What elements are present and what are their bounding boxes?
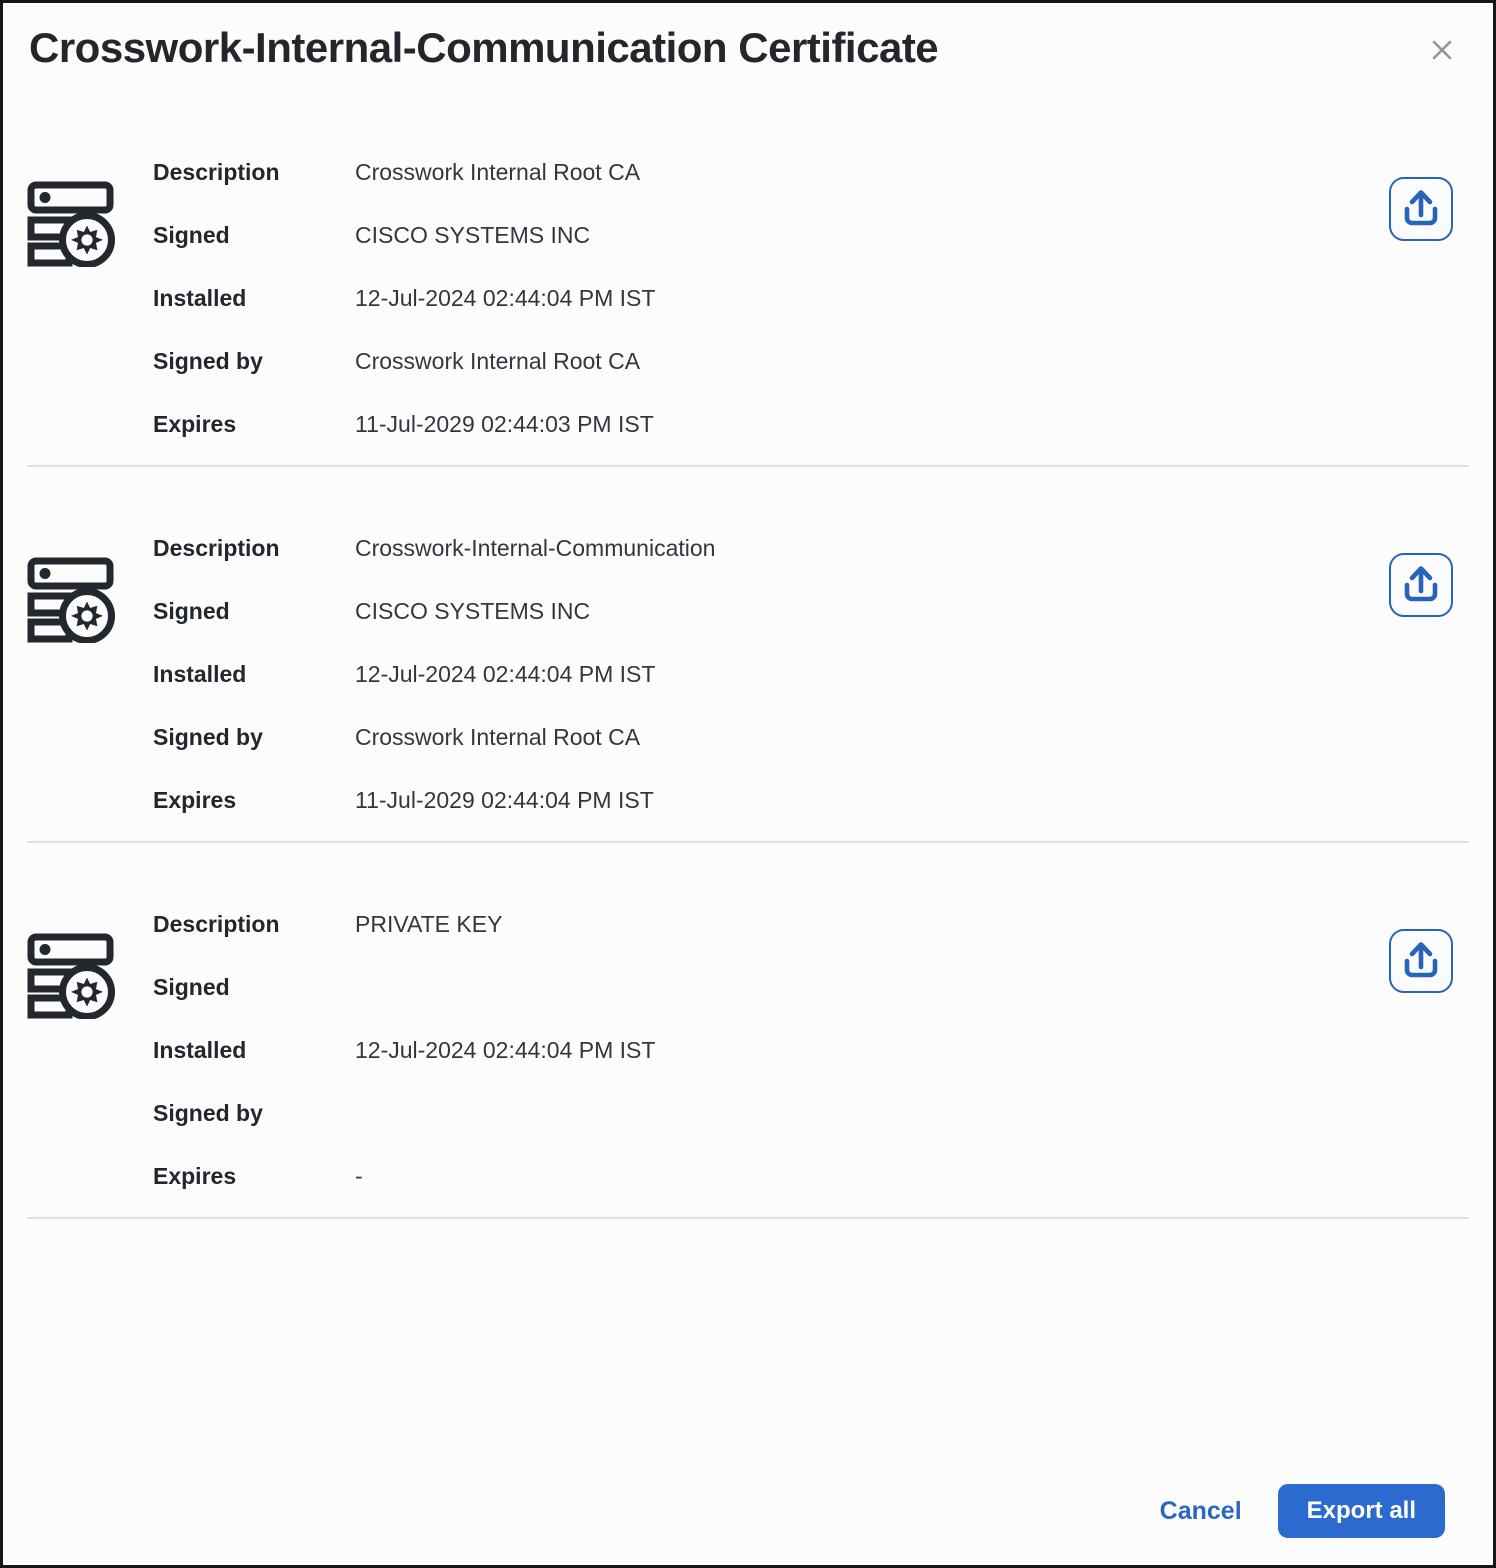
field-description: [153, 909, 1389, 939]
field-label: Description: [153, 535, 280, 561]
field-value: 11-Jul-2029 02:44:04 PM IST: [355, 787, 654, 813]
export-certificate-button[interactable]: [1389, 929, 1453, 993]
certificate-fields: [153, 909, 1389, 1191]
field-expires: [153, 1161, 1389, 1191]
field-value: CISCO SYSTEMS INC: [355, 222, 591, 248]
cancel-button[interactable]: Cancel: [1159, 1496, 1242, 1525]
field-installed: [153, 659, 1389, 689]
field-installed: [153, 283, 1389, 313]
export-all-button[interactable]: Export all: [1278, 1484, 1445, 1538]
certificate-entry: [3, 75, 1493, 465]
certificate-icon: [27, 909, 153, 1024]
field-value: Crosswork Internal Root CA: [355, 159, 641, 185]
field-value: Crosswork Internal Root CA: [355, 348, 641, 374]
field-expires: [153, 409, 1389, 439]
field-label: Signed by: [153, 1100, 263, 1126]
export-column: [1389, 909, 1453, 993]
field-label: Installed: [153, 285, 247, 311]
field-label: Signed: [153, 974, 230, 1000]
dialog-footer: [3, 1484, 1493, 1565]
section-divider: [27, 1217, 1469, 1219]
certificate-entry: [3, 467, 1493, 841]
field-label: Signed by: [153, 724, 263, 750]
dialog-header: [3, 3, 1493, 75]
field-value: 11-Jul-2029 02:44:03 PM IST: [355, 411, 654, 437]
field-value: PRIVATE KEY: [355, 911, 503, 937]
field-signed: [153, 596, 1389, 626]
field-description: [153, 157, 1389, 187]
certificate-fields: [153, 533, 1389, 815]
field-label: Installed: [153, 1037, 247, 1063]
export-certificate-button[interactable]: [1389, 177, 1453, 241]
certificate-fields: [153, 157, 1389, 439]
export-upload-icon: [1389, 928, 1453, 995]
export-column: [1389, 533, 1453, 617]
export-certificate-button[interactable]: [1389, 553, 1453, 617]
certificate-icon: [27, 533, 153, 648]
field-value: Crosswork Internal Root CA: [355, 724, 641, 750]
field-description: [153, 533, 1389, 563]
close-button[interactable]: [1421, 29, 1463, 74]
field-label: Signed: [153, 598, 230, 624]
field-value: -: [355, 1163, 363, 1189]
export-upload-icon: [1389, 552, 1453, 619]
field-signed-by: [153, 346, 1389, 376]
field-label: Expires: [153, 411, 237, 437]
field-label: Expires: [153, 1163, 237, 1189]
dialog-title: Crosswork-Internal-Communication Certificate: [29, 24, 939, 71]
field-label: Installed: [153, 661, 247, 687]
field-value: Crosswork-Internal-Communication: [355, 535, 716, 561]
field-value: 12-Jul-2024 02:44:04 PM IST: [355, 1037, 656, 1063]
certificate-entry: [3, 843, 1493, 1217]
field-label: Signed by: [153, 348, 263, 374]
field-value: 12-Jul-2024 02:44:04 PM IST: [355, 661, 656, 687]
close-icon: [1427, 53, 1457, 68]
export-column: [1389, 157, 1453, 241]
field-label: Description: [153, 911, 280, 937]
field-expires: [153, 785, 1389, 815]
field-value: CISCO SYSTEMS INC: [355, 598, 591, 624]
field-signed: [153, 972, 1389, 1002]
field-label: Expires: [153, 787, 237, 813]
field-label: Signed: [153, 222, 230, 248]
export-upload-icon: [1389, 176, 1453, 243]
field-installed: [153, 1035, 1389, 1065]
field-signed-by: [153, 1098, 1389, 1128]
field-signed-by: [153, 722, 1389, 752]
certificate-icon: [27, 157, 153, 272]
field-label: Description: [153, 159, 280, 185]
field-value: 12-Jul-2024 02:44:04 PM IST: [355, 285, 656, 311]
field-signed: [153, 220, 1389, 250]
